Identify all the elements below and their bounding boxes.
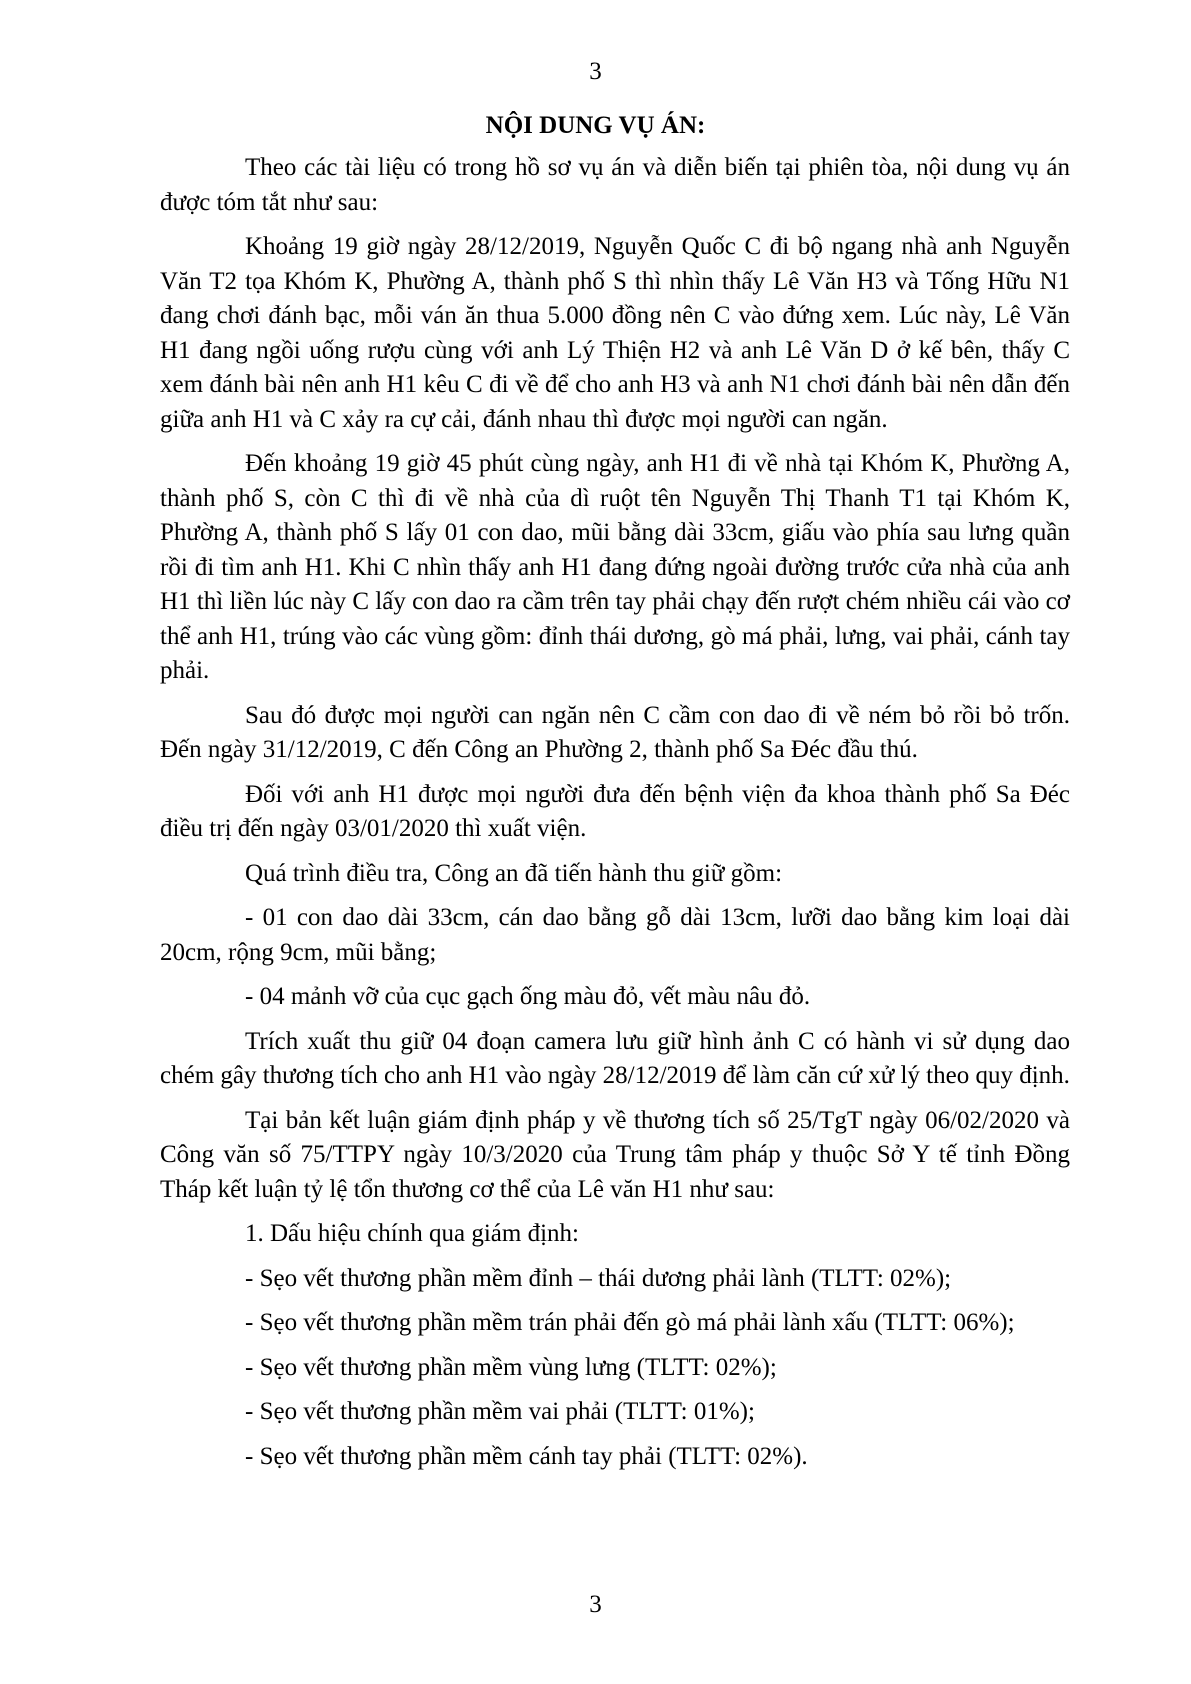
page-number-top: 3 xyxy=(589,58,602,85)
paragraph-intro: Theo các tài liệu có trong hồ sơ vụ án và diễn biến tại phiên tòa, nội dung vụ án được tóm tắt như sau: xyxy=(160,154,1070,216)
paragraph-hospital: Đối với anh H1 được mọi người đưa đến bệnh viện đa khoa thành phố Sa Đéc điều trị đến ngày 03/01/2020 thì xuất viện. xyxy=(160,780,1070,842)
page-number-bottom: 3 xyxy=(589,1591,602,1618)
paragraph-signs-heading: 1. Dấu hiệu chính qua giám định: xyxy=(245,1220,579,1247)
document-body xyxy=(160,151,1070,1484)
paragraph-surrender: Sau đó được mọi người can ngăn nên C cầm con dao đi về ném bỏ rồi bỏ trốn. Đến ngày 31/12/2019, C đến Công an Phường 2, thành phố Sa Đéc đầu thú. xyxy=(160,701,1070,763)
injury-item: - Sẹo vết thương phần mềm đỉnh – thái dương phải lành (TLTT: 02%); xyxy=(245,1264,952,1292)
evidence-item-brick: - 04 mảnh vỡ của cục gạch ống màu đỏ, vết màu nâu đỏ. xyxy=(245,983,811,1010)
injury-item: - Sẹo vết thương phần mềm trán phải đến gò má phải lành xấu (TLTT: 06%); xyxy=(245,1309,1015,1336)
paragraph-investigation: Quá trình điều tra, Công an đã tiến hành thu giữ gồm: xyxy=(245,859,783,887)
paragraph-attack: Đến khoảng 19 giờ 45 phút cùng ngày, anh H1 đi về nhà tại Khóm K, Phường A, thành phố S, còn C thì đi về nhà của dì ruột tên Nguyễn Thị Thanh T1 tại Khóm K, Phường A, thành phố S lấy 01 con dao, mũi bằng dài 33cm, giấu vào phía sau lưng quần rồi đi tìm anh H1. Khi C nhìn thấy anh H1 đang đứng ngoài đường trước cửa nhà của anh H1 thì liền lúc này C lấy con dao ra cầm trên tay phải chạy đến rượt chém nhiều cái vào cơ thể anh H1, trúng vào các vùng gồm: đỉnh thái dương, gò má phải, lưng, vai phải, cánh tay phải. xyxy=(160,450,1070,684)
paragraph-forensic: Tại bản kết luận giám định pháp y về thương tích số 25/TgT ngày 06/02/2020 và Công văn số 75/TTPY ngày 10/3/2020 của Trung tâm pháp y thuộc Sở Y tế tỉnh Đồng Tháp kết luận tỷ lệ tổn thương cơ thể của Lê văn H1 như sau: xyxy=(160,1106,1070,1203)
evidence-item-knife: - 01 con dao dài 33cm, cán dao bằng gỗ dài 13cm, lưỡi dao bằng kim loại dài 20cm, rộng 9cm, mũi bằng; xyxy=(160,904,1070,966)
paragraph-incident: Khoảng 19 giờ ngày 28/12/2019, Nguyễn Quốc C đi bộ ngang nhà anh Nguyễn Văn T2 tọa Khóm K, Phường A, thành phố S thì nhìn thấy Lê Văn H3 và Tống Hữu N1 đang chơi đánh bạc, mỗi ván ăn thua 5.000 đồng nên C vào đứng xem. Lúc này, Lê Văn H1 đang ngồi uống rượu cùng với anh Lý Thiện H2 và anh Lê Văn D ở kế bên, thấy C xem đánh bài nên anh H1 kêu C đi về để cho anh H3 và anh N1 chơi đánh bài nên dẫn đến giữa anh H1 và C xảy ra cự cải, đánh nhau thì được mọi người can ngăn. xyxy=(160,233,1070,433)
injury-item: - Sẹo vết thương phần mềm cánh tay phải (TLTT: 02%). xyxy=(245,1442,808,1470)
paragraph-camera: Trích xuất thu giữ 04 đoạn camera lưu giữ hình ảnh C có hành vi sử dụng dao chém gây thương tích cho anh H1 vào ngày 28/12/2019 để làm căn cứ xử lý theo quy định. xyxy=(160,1027,1070,1089)
section-heading: NỘI DUNG VỤ ÁN: xyxy=(485,112,706,139)
injury-item: - Sẹo vết thương phần mềm vai phải (TLTT: 01%); xyxy=(245,1398,755,1425)
injury-item: - Sẹo vết thương phần mềm vùng lưng (TLTT: 02%); xyxy=(245,1353,777,1381)
